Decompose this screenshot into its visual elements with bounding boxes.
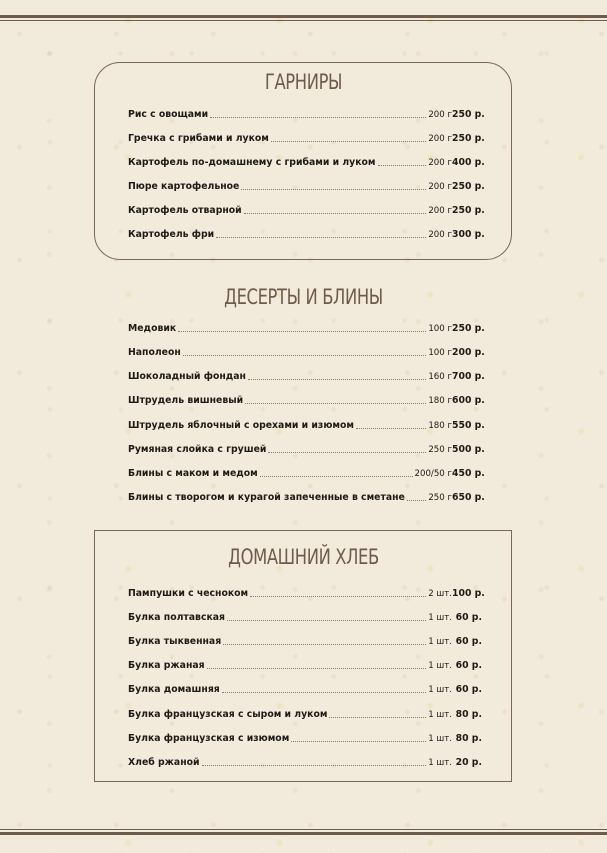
menu-item: Картофель по-домашнему с грибами и луком 200 г 400 р. bbox=[128, 157, 485, 168]
top-decorative-rule bbox=[0, 15, 607, 21]
menu-item: Булка французская с изюмом 1 шт. 80 р. bbox=[128, 733, 482, 744]
menu-item: Румяная слойка с грушей 250 г 500 р. bbox=[128, 444, 485, 455]
menu-item: Булка домашняя 1 шт. 60 р. bbox=[128, 684, 482, 695]
menu-item: Блины с творогом и курагой запеченные в сметане 250 г 650 р. bbox=[128, 492, 485, 503]
menu-item: Штрудель яблочный с орехами и изюмом 180 г 550 р. bbox=[128, 420, 485, 431]
menu-item: Хлеб ржаной 1 шт. 20 р. bbox=[128, 757, 482, 768]
menu-item: Булка тыквенная 1 шт. 60 р. bbox=[128, 636, 482, 647]
menu-item: Шоколадный фондан 160 г 700 р. bbox=[128, 371, 485, 382]
menu-item: Пампушки с чесноком 2 шт. 100 р. bbox=[128, 588, 485, 599]
menu-item: Булка полтавская 1 шт. 60 р. bbox=[128, 612, 482, 623]
section-title-garnish: ГАРНИРЫ bbox=[264, 70, 343, 94]
menu-item: Булка французская с сыром и луком 1 шт. 80 р. bbox=[128, 709, 482, 720]
menu-item: Штрудель вишневый 180 г 600 р. bbox=[128, 395, 485, 406]
menu-item: Гречка с грибами и луком 200 г 250 р. bbox=[128, 133, 485, 144]
menu-item: Блины с маком и медом 200/50 г 450 р. bbox=[128, 468, 485, 479]
menu-item: Пюре картофельное 200 г 250 р. bbox=[128, 181, 485, 192]
bottom-decorative-rule bbox=[0, 829, 607, 835]
section-title-bread: ДОМАШНИЙ ХЛЕБ bbox=[228, 545, 379, 569]
menu-item: Картофель отварной 200 г 250 р. bbox=[128, 205, 485, 216]
menu-item: Наполеон 100 г 200 р. bbox=[128, 347, 485, 358]
menu-item: Булка ржаная 1 шт. 60 р. bbox=[128, 660, 482, 671]
menu-item: Картофель фри 200 г 300 р. bbox=[128, 229, 485, 240]
menu-item: Медовик 100 г 250 р. bbox=[128, 323, 485, 334]
menu-item: Рис с овощами 200 г 250 р. bbox=[128, 109, 485, 120]
section-title-desserts: ДЕСЕРТЫ И БЛИНЫ bbox=[224, 285, 383, 309]
